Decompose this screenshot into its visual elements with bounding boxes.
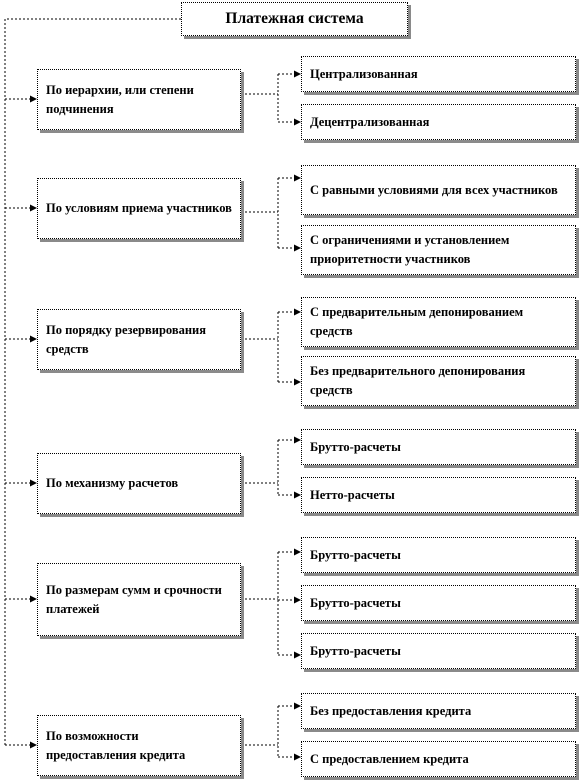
item-box (301, 56, 576, 92)
category-hierarchy-box (37, 69, 241, 130)
item-box (301, 741, 576, 777)
category-amounts-box (37, 563, 241, 636)
category-label: По иерархии, или степени подчинения (46, 82, 194, 116)
root-title: Платежная система (225, 10, 364, 27)
item-label: Нетто-расчеты (310, 487, 395, 502)
item-label: Брутто-расчеты (310, 595, 401, 610)
item-box (301, 165, 576, 215)
item-label: С равными условиями для всех участников (310, 182, 558, 197)
category-label: По порядку резервирования средств (46, 322, 207, 356)
category-label: По условиям приема участников (46, 201, 232, 215)
item-label: С ограничениями и установлением приоритетности участников (310, 233, 510, 266)
category-label: По возможности предоставления кредита (46, 728, 186, 762)
category-mechanism-box (37, 453, 241, 514)
item-box (301, 297, 576, 347)
item-label: Без предварительного депонирования средств (310, 364, 526, 397)
item-label: Брутто-расчеты (310, 643, 401, 658)
item-box (301, 633, 576, 669)
item-box (301, 537, 576, 573)
item-label: Децентрализованная (310, 114, 430, 129)
item-box (301, 585, 576, 621)
root-title-box (181, 2, 408, 36)
category-reserve-box (37, 309, 241, 370)
item-box (301, 225, 576, 275)
item-box (301, 429, 576, 465)
item-label: Централизованная (310, 66, 418, 81)
category-credit-box (37, 715, 241, 776)
item-label: Брутто-расчеты (310, 547, 401, 562)
item-label: С предварительным депонированием средств (310, 305, 524, 338)
item-label: Брутто-расчеты (310, 439, 401, 454)
item-box (301, 693, 576, 729)
item-label: Без предоставления кредита (310, 703, 472, 718)
item-box (301, 356, 576, 406)
category-label: По механизму расчетов (46, 476, 179, 490)
category-label: По размерам сумм и срочности платежей (46, 582, 222, 616)
item-label: С предоставлением кредита (310, 751, 469, 766)
category-admission-box (37, 178, 241, 239)
item-box (301, 477, 576, 513)
item-box (301, 104, 576, 140)
